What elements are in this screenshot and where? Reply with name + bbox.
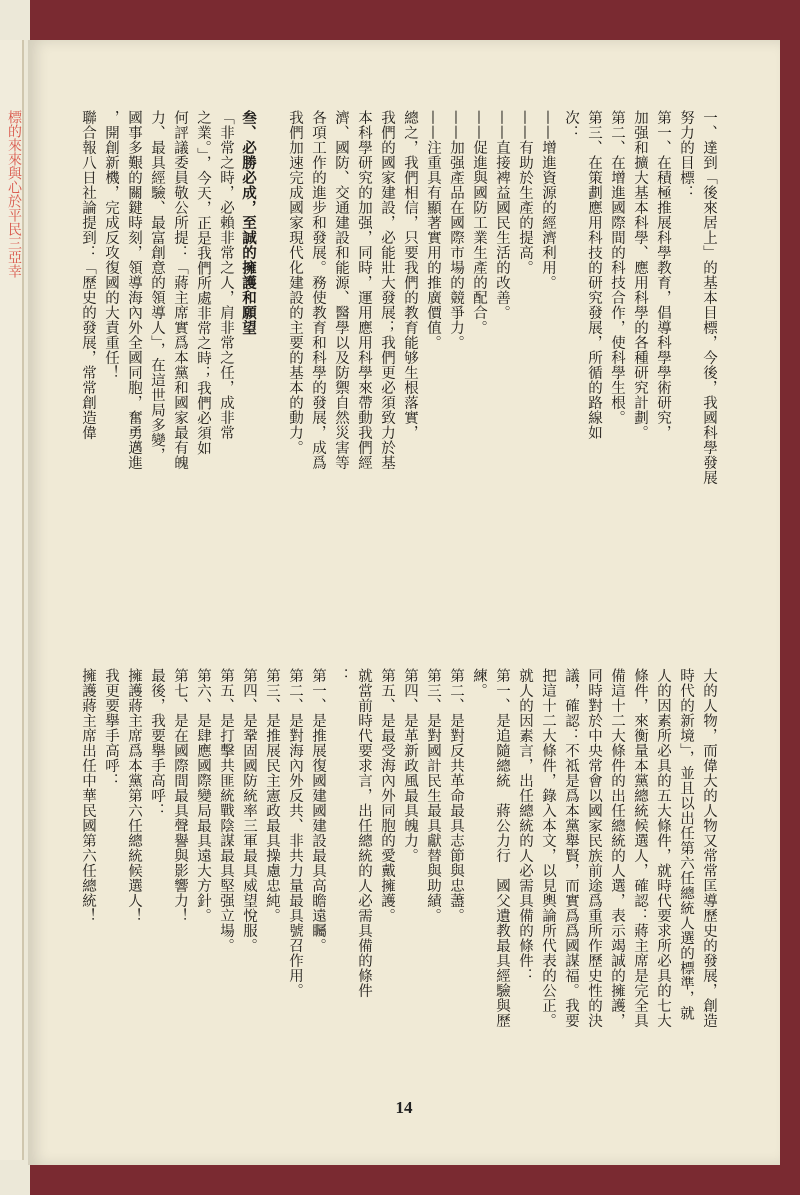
text-column: 第二、在增進國際間的科技合作，使科學生根。	[609, 110, 625, 425]
text-column: 各項工作的進步和發展。務使教育和科學的發展，成爲	[310, 110, 326, 470]
text-column: 第二、是對海內外反共、非共力量最具號召作用。	[287, 668, 303, 998]
text-column: 第三、是對國計民生最具獻替與助績。	[425, 668, 441, 923]
text-column: 叁、必勝必成，至誠的擁護和願望	[240, 110, 257, 335]
text-column: 第二、是對反共革命最具志節與忠藎。	[448, 668, 464, 923]
text-column: 議，確認：不祗是爲本黨舉賢，而實爲爲國謀福。我要	[563, 668, 579, 1028]
text-column: 「非常之時，必賴非常之人，肩非常之任，成非常	[218, 110, 234, 440]
text-column: 大的人物，而偉大的人物又常常匡導歷史的發展，創造	[701, 668, 717, 1028]
text-column: 第四、是革新政風最具魄力。	[402, 668, 418, 863]
text-column: 力、最具經驗、最富創意的領導人」，在這世局多變，	[149, 110, 165, 463]
text-column: ——直接裨益國民生活的改善。	[494, 110, 510, 320]
top-text-block	[76, 110, 720, 670]
text-column: 我更要擧手高呼：	[103, 668, 119, 788]
text-column: 之業。」，今天，正是我們所處非常之時；我們必須如	[195, 110, 211, 456]
text-column: ——促進與國防工業生產的配合。	[471, 110, 487, 335]
text-column: 第三、是推展民主憲政最具操慮忠純。	[264, 668, 280, 923]
text-column: 備這十二大條件的出任總統的人選，表示竭誠的擁護，	[609, 668, 625, 1028]
text-column: 何評議委員敬公所提：「蔣主席實爲本黨和國家最有魄	[172, 110, 188, 470]
text-column: 一、達到「後來居上」的基本目標，今後，我國科學發展	[701, 110, 717, 485]
text-column: ——加强產品在國際市場的競爭力。	[448, 110, 464, 350]
text-column: 第四、是鞏固國防統率三軍最具威望悅服。	[241, 668, 257, 953]
text-column: 濟、國防、交通建設和能源、醫學以及防禦自然災害等	[333, 110, 349, 470]
text-column: 人的因素所必具的五大條件，就時代要求所必具的七大	[655, 668, 671, 1028]
left-facing-page-edge	[0, 40, 24, 1160]
text-column: 加强和擴大基本科學、應用科學的各種研究計劃。	[632, 110, 648, 440]
text-column: ，開創新機，完成反攻復國的大責重任！	[103, 110, 119, 380]
text-column: 次：	[563, 110, 579, 140]
text-column: 時代的新境」，並且以出任第六任總統人選的標準，就	[678, 668, 694, 1021]
text-column: 總之，我們相信，只要我們的教育能够生根落實，	[402, 110, 418, 440]
text-column: 本科學研究的加强，同時，運用應用科學來帶動我們經	[356, 110, 372, 470]
text-column: 國事多艱的關鍵時刻，領導海內外全國同胞，奮勇邁進	[126, 110, 142, 470]
text-column	[260, 110, 283, 670]
text-column: 擁護蔣主席爲本黨第六任總統候選人！	[126, 668, 142, 923]
text-column: ——增進資源的經濟利用。	[540, 110, 556, 290]
document-page	[28, 40, 780, 1165]
text-column: 就當前時代要求言，出任總統的人必需具備的條件	[356, 668, 372, 998]
text-column: 第七、是在國際間最具聲譽與影響力！	[172, 668, 188, 923]
text-column: 第三、在策劃應用科技的研究發展，所循的路線如	[586, 110, 602, 440]
text-column: ——有助於生產的提高。	[517, 110, 533, 275]
text-column: 第一、是推展復國建國建設最具高瞻遠矚。	[310, 668, 326, 953]
page-number: 14	[395, 1098, 413, 1117]
text-column: 努力的目標：	[678, 110, 694, 200]
text-column: 第一、在積極推展科學教育，倡導科學學術研究，	[655, 110, 671, 440]
text-column: 第一、是追隨總統 蔣公力行 國父遺教最具經驗與歷	[494, 668, 510, 1028]
text-column: 聯合報八日社論提到：「歷史的發展，常常創造偉	[80, 110, 96, 440]
text-column: 條件，來衡量本黨總統候選人，確認：蔣主席是完全具	[632, 668, 648, 1028]
text-column: 第五、是打擊共匪統戰陰謀最具堅强立場。	[218, 668, 234, 953]
left-leaf-text: 標的來來與心於平民三亞幸	[6, 110, 22, 278]
text-column: 同時對於中央常會以國家民族前途爲重所作歷史性的決	[586, 668, 602, 1028]
bottom-text-block	[76, 668, 720, 1028]
text-column: 第六、是肆應國際變局最具遠大方針。	[195, 668, 211, 923]
text-column: 就人的因素言，出任總統的人必需具備的條件：	[517, 668, 533, 983]
text-column: 我們的國家建設，必能壯大發展；我們更必須致力於基	[379, 110, 395, 470]
text-column: 我們加速完成國家現代化建設的主要的基本的動力。	[287, 110, 303, 455]
text-column: ——注重具有顯著實用的推廣價值。	[425, 110, 441, 350]
text-column: 把這十二大條件，錄入本文，以見輿論所代表的公正。	[540, 668, 556, 1028]
text-column: ：	[333, 668, 349, 683]
text-column: 擁護蔣主席出任中華民國第六任總統！	[80, 668, 96, 923]
text-column: 第五、是最受海內外同胞的愛戴擁護。	[379, 668, 395, 923]
text-column: 最後，我要擧手高呼：	[149, 668, 165, 818]
text-column: 練。	[471, 668, 487, 698]
